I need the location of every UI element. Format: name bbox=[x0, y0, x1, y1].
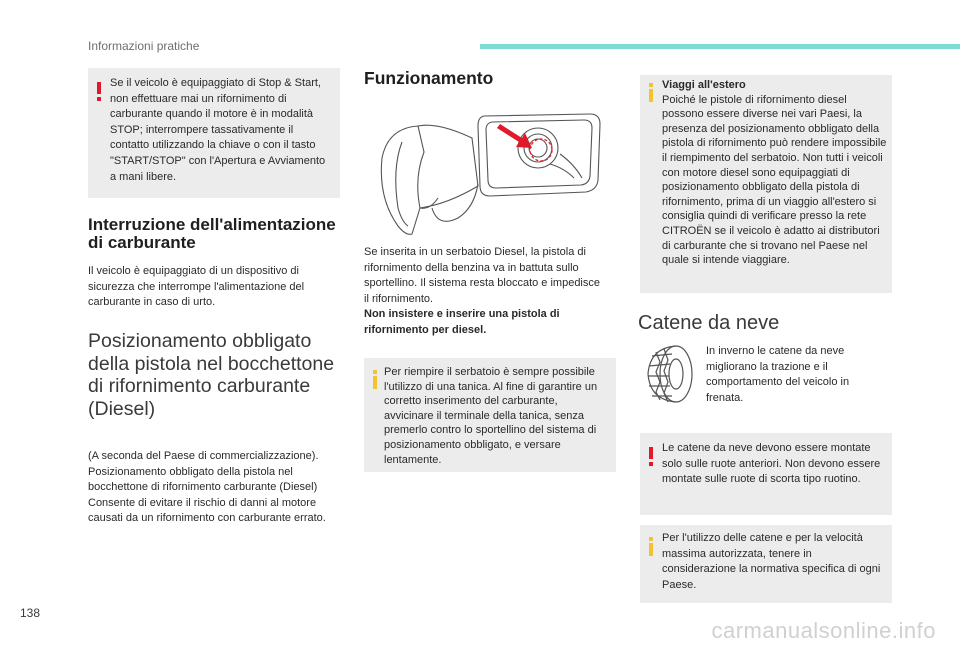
header-accent-bar bbox=[480, 44, 960, 49]
info-icon bbox=[648, 537, 654, 556]
warning-box-snow-chains bbox=[640, 433, 892, 515]
info-travel-body: Poiché le pistole di rifornimento diesel possono essere diverse nei vari Paesi, la presenza del posizionamento obbligato della pistola di rifornimento può rendere impossibile il riempimento del serbatoio. Non tutti i veicoli con motore diesel sono equipaggiati di posizionamento obbligato della pistola di rifornimento, prima di un viaggio all'estero si consiglia quindi di verificare presso la rete CITROËN se il veicolo è adatto ai distributori di carburante che si trovano nel Paese nel quale si intende viaggiare. bbox=[662, 93, 887, 267]
paragraph-funzionamento-bold: Non insistere e inserire una pistola di rifornimento per diesel. bbox=[364, 308, 560, 336]
heading-fuel-cutoff: Interruzione dell'alimentazione di carburante bbox=[88, 215, 336, 252]
warning-icon bbox=[648, 447, 654, 466]
info-icon bbox=[648, 83, 654, 102]
warning-icon bbox=[96, 82, 102, 101]
page-number: 138 bbox=[20, 606, 41, 620]
info-canister-text: Per riempire il serbatoio è sempre possibile l'utilizzo di una tanica. Al fine di garantire un corretto inserimento del carburante, avvicinare il terminale della tanica, senza premerlo contro lo sportellino del sistema di posizionamento obbligato, e versare lentamente. bbox=[384, 366, 598, 466]
heading-funzionamento: Funzionamento bbox=[364, 68, 494, 88]
warning-snow-chains-text: Le catene da neve devono essere montate solo sulle ruote anteriori. Non devono essere montate sulle ruote di scorta tipo ruotino. bbox=[662, 442, 881, 486]
info-travel-text bbox=[662, 78, 888, 268]
warning-box-stop-start bbox=[88, 68, 340, 198]
watermark: carmanualsonline.info bbox=[711, 618, 936, 643]
paragraph-snow-chains: In inverno le catene da neve migliorano la trazione e il comportamento del veicolo in frenata. bbox=[706, 345, 850, 404]
info-box-chain-regulations bbox=[640, 525, 892, 603]
snow-chain-tyre-icon bbox=[642, 340, 698, 408]
paragraph-funzionamento-text: Se inserita in un serbatoio Diesel, la pistola di rifornimento della benzina va in battuta sullo sportellino. Il sistema resta bloccato e impedisce il rifornimento. bbox=[364, 246, 600, 305]
info-travel-title: Viaggi all'estero bbox=[662, 79, 746, 91]
paragraph-fuel-cutoff: Il veicolo è equipaggiato di un dispositivo di sicurezza che interrompe l'alimentazione del carburante in caso di urto. bbox=[88, 265, 305, 309]
paragraph-misfuel-prevention: (A seconda del Paese di commercializzazione). Posizionamento obbligato della pistola nel bocchettone di rifornimento carburante (Diesel) Consente di evitare il rischio di danni al motore causati da un rifornimento con carburante errato. bbox=[88, 450, 326, 525]
fuel-filler-flap-illustration bbox=[378, 108, 608, 243]
info-box-canister bbox=[364, 358, 616, 472]
paragraph-funzionamento bbox=[364, 245, 604, 339]
info-chain-regulations-text: Per l'utilizzo delle catene e per la velocità massima autorizzata, tenere in considerazione la normativa specifica di ogni Paese. bbox=[662, 532, 881, 591]
section-header-title: Informazioni pratiche bbox=[88, 39, 200, 53]
heading-snow-chains: Catene da neve bbox=[638, 312, 780, 334]
info-icon bbox=[372, 370, 378, 389]
heading-misfuel-prevention: Posizionamento obbligato della pistola nel bocchettone di rifornimento carburante (Diesel) bbox=[88, 330, 335, 420]
warning-text: Se il veicolo è equipaggiato di Stop & Start, non effettuare mai un rifornimento di carburante quando il motore è in modalità STOP; interrompere tassativamente il contatto utilizzando la chiave o con il tasto "START/STOP" con l'Apertura e Avviamento a mani libere. bbox=[110, 77, 326, 183]
info-box-travel-abroad bbox=[640, 75, 892, 293]
